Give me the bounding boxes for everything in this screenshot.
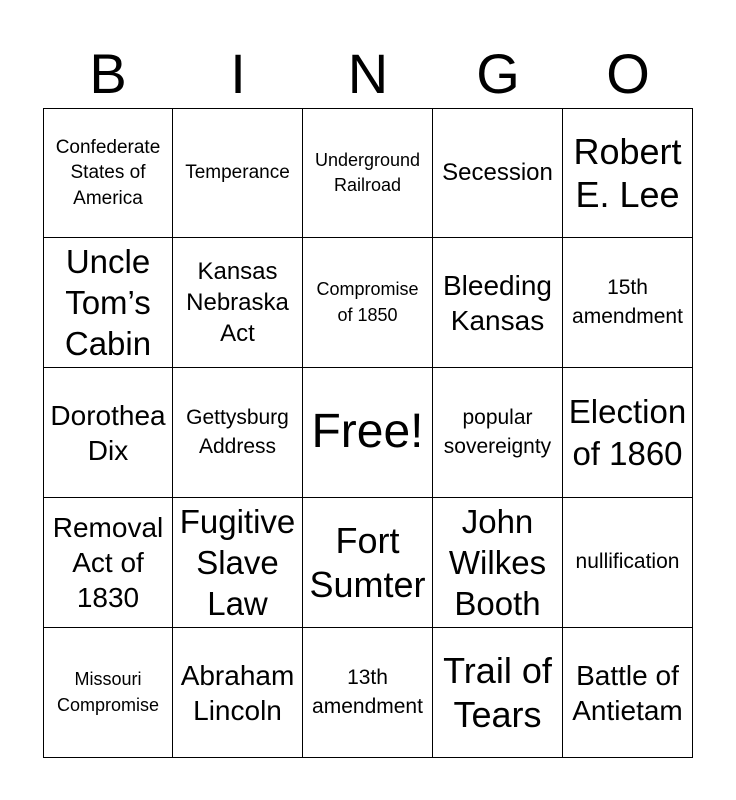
cell-text: Kansas Nebraska Act bbox=[186, 257, 289, 348]
bingo-cell[interactable] bbox=[433, 108, 563, 238]
bingo-cell[interactable] bbox=[433, 368, 563, 498]
cell-text: nullification bbox=[575, 550, 680, 574]
cell-text: Election of 1860 bbox=[568, 393, 687, 472]
cell-text: 13th amendment bbox=[312, 666, 423, 718]
cell-text: Confederate States of America bbox=[55, 136, 161, 209]
header-letter-i: I bbox=[230, 42, 246, 105]
cell-text: Fugitive Slave Law bbox=[179, 502, 296, 623]
bingo-cell[interactable] bbox=[303, 498, 433, 628]
bingo-cell[interactable] bbox=[303, 108, 433, 238]
cell-text: Removal Act of 1830 bbox=[52, 512, 164, 613]
cell-text: Trail of Tears bbox=[443, 650, 552, 735]
cell-text: Battle of Antietam bbox=[572, 659, 683, 726]
cell-text: Fort Sumter bbox=[309, 520, 426, 605]
bingo-cell[interactable] bbox=[173, 498, 303, 628]
free-space-text: Free! bbox=[311, 405, 424, 459]
cell-text: 15th amendment bbox=[572, 276, 683, 328]
cell-text: Temperance bbox=[185, 162, 290, 184]
cell-text: popular sovereignty bbox=[443, 406, 552, 458]
cell-text: Bleeding Kansas bbox=[443, 269, 552, 336]
cell-text: Missouri Compromise bbox=[56, 669, 160, 715]
cell-text: Uncle Tom’s Cabin bbox=[64, 242, 152, 363]
free-space-cell[interactable] bbox=[303, 368, 433, 498]
bingo-cell[interactable] bbox=[43, 108, 173, 238]
cell-text: Secession bbox=[442, 159, 553, 187]
cell-text: Robert E. Lee bbox=[573, 130, 682, 215]
bingo-cell[interactable] bbox=[433, 628, 563, 758]
bingo-cell[interactable] bbox=[43, 238, 173, 368]
bingo-board bbox=[43, 108, 693, 758]
bingo-cell[interactable] bbox=[173, 368, 303, 498]
cell-text: Gettysburg Address bbox=[186, 406, 289, 458]
cell-text: Dorothea Dix bbox=[50, 399, 166, 466]
bingo-cell[interactable] bbox=[563, 238, 693, 368]
cell-text: John Wilkes Booth bbox=[448, 502, 547, 623]
bingo-cell[interactable] bbox=[43, 498, 173, 628]
cell-text: Abraham Lincoln bbox=[180, 659, 295, 726]
bingo-cell[interactable] bbox=[563, 628, 693, 758]
bingo-cell[interactable] bbox=[173, 628, 303, 758]
bingo-cell[interactable] bbox=[433, 498, 563, 628]
header-letter-n: N bbox=[347, 42, 389, 105]
bingo-cell[interactable] bbox=[433, 238, 563, 368]
bingo-cell[interactable] bbox=[303, 628, 433, 758]
bingo-cell[interactable] bbox=[43, 628, 173, 758]
bingo-cell[interactable] bbox=[43, 368, 173, 498]
header-letter-o: O bbox=[606, 42, 650, 105]
header-letter-g: G bbox=[476, 42, 520, 105]
cell-text: Underground Railroad bbox=[314, 149, 421, 195]
bingo-cell[interactable] bbox=[173, 238, 303, 368]
bingo-cell[interactable] bbox=[303, 238, 433, 368]
bingo-cell[interactable] bbox=[563, 368, 693, 498]
bingo-header bbox=[43, 40, 693, 108]
bingo-cell[interactable] bbox=[173, 108, 303, 238]
cell-text: Compromise of 1850 bbox=[316, 279, 419, 325]
header-letter-b: B bbox=[89, 42, 127, 105]
bingo-cell[interactable] bbox=[563, 108, 693, 238]
bingo-cell[interactable] bbox=[563, 498, 693, 628]
